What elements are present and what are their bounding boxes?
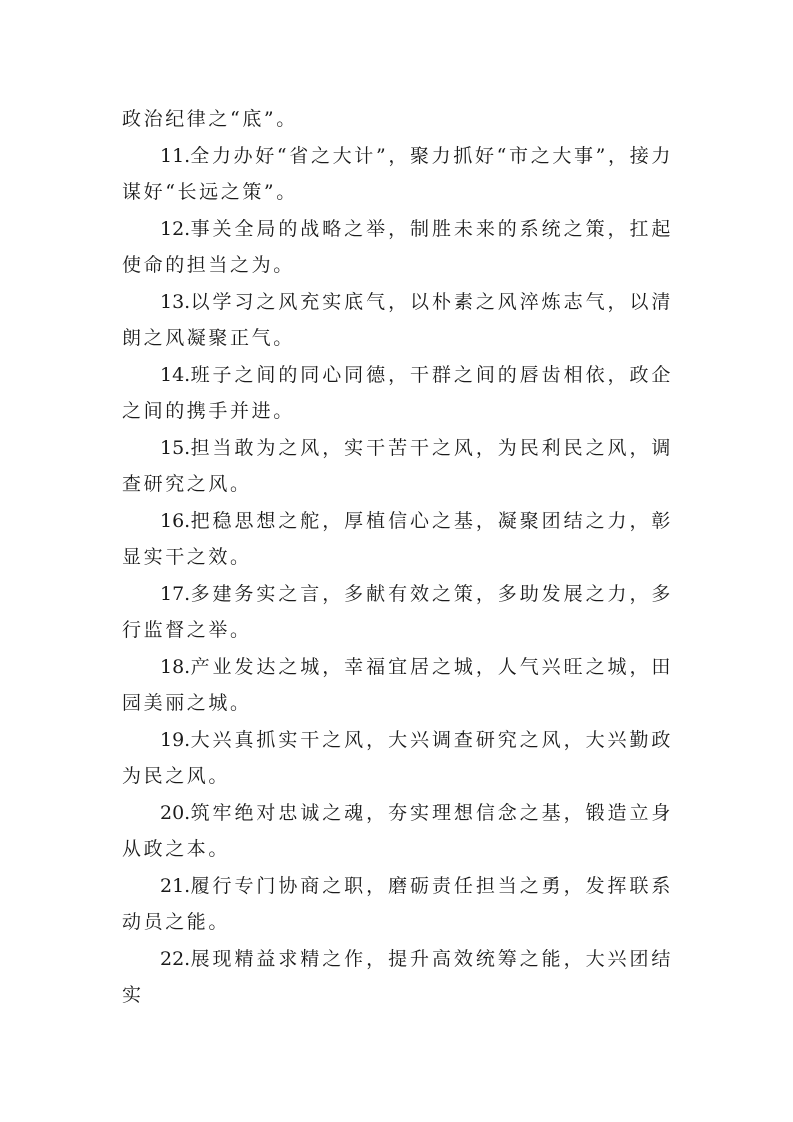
paragraph-text: 展现精益求精之作，提升高效统筹之能，大兴团结实: [122, 947, 673, 1006]
list-item-21: [122, 868, 673, 941]
list-item-13: [122, 284, 673, 357]
paragraph-text: 把稳思想之舵，厚植信心之基，凝聚团结之力，彰显实干之效。: [122, 509, 673, 568]
paragraph-text: 担当敢为之风，实干苦干之风，为民利民之风，调查研究之风。: [122, 436, 673, 495]
list-item-16: [122, 503, 673, 576]
list-item-18: [122, 649, 673, 722]
item-number: 13.: [160, 290, 191, 313]
paragraph-text: 产业发达之城，幸福宜居之城，人气兴旺之城，田园美丽之城。: [122, 655, 673, 714]
list-item-12: [122, 211, 673, 284]
paragraph-text: 多建务实之言，多献有效之策，多助发展之力，多行监督之举。: [122, 582, 673, 641]
paragraph-text: 大兴真抓实干之风，大兴调查研究之风，大兴勤政为民之风。: [122, 728, 673, 787]
item-number: 22.: [160, 947, 191, 970]
paragraph-text: 筑牢绝对忠诚之魂，夯实理想信念之基，锻造立身从政之本。: [122, 801, 673, 860]
item-number: 15.: [160, 436, 191, 459]
item-number: 18.: [160, 655, 191, 678]
item-number: 20.: [160, 801, 191, 824]
list-item-14: [122, 357, 673, 430]
paragraph-text: 事关全局的战略之举，制胜未来的系统之策，扛起使命的担当之为。: [122, 217, 673, 276]
item-number: 21.: [160, 874, 191, 897]
item-number: 16.: [160, 509, 191, 532]
item-number: 12.: [160, 217, 191, 240]
paragraph-continuation: [122, 101, 673, 138]
paragraph-text: 全力办好“省之大计”，聚力抓好“市之大事”，接力谋好“长远之策”。: [122, 144, 673, 203]
item-number: 17.: [160, 582, 191, 605]
paragraph-text: 班子之间的同心同德，干群之间的唇齿相依，政企之间的携手并进。: [122, 363, 673, 422]
list-item-20: [122, 795, 673, 868]
list-item-22: [122, 941, 673, 1014]
item-number: 14.: [160, 363, 191, 386]
list-item-11: [122, 138, 673, 211]
document-body: [122, 101, 673, 1014]
item-number: 19.: [160, 728, 191, 751]
list-item-19: [122, 722, 673, 795]
item-number: 11.: [160, 144, 191, 167]
list-item-17: [122, 576, 673, 649]
list-item-15: [122, 430, 673, 503]
paragraph-text: 政治纪律之“底”。: [122, 108, 298, 130]
paragraph-text: 以学习之风充实底气，以朴素之风淬炼志气，以清朗之风凝聚正气。: [122, 290, 673, 349]
paragraph-text: 履行专门协商之职，磨砺责任担当之勇，发挥联系动员之能。: [122, 874, 673, 933]
